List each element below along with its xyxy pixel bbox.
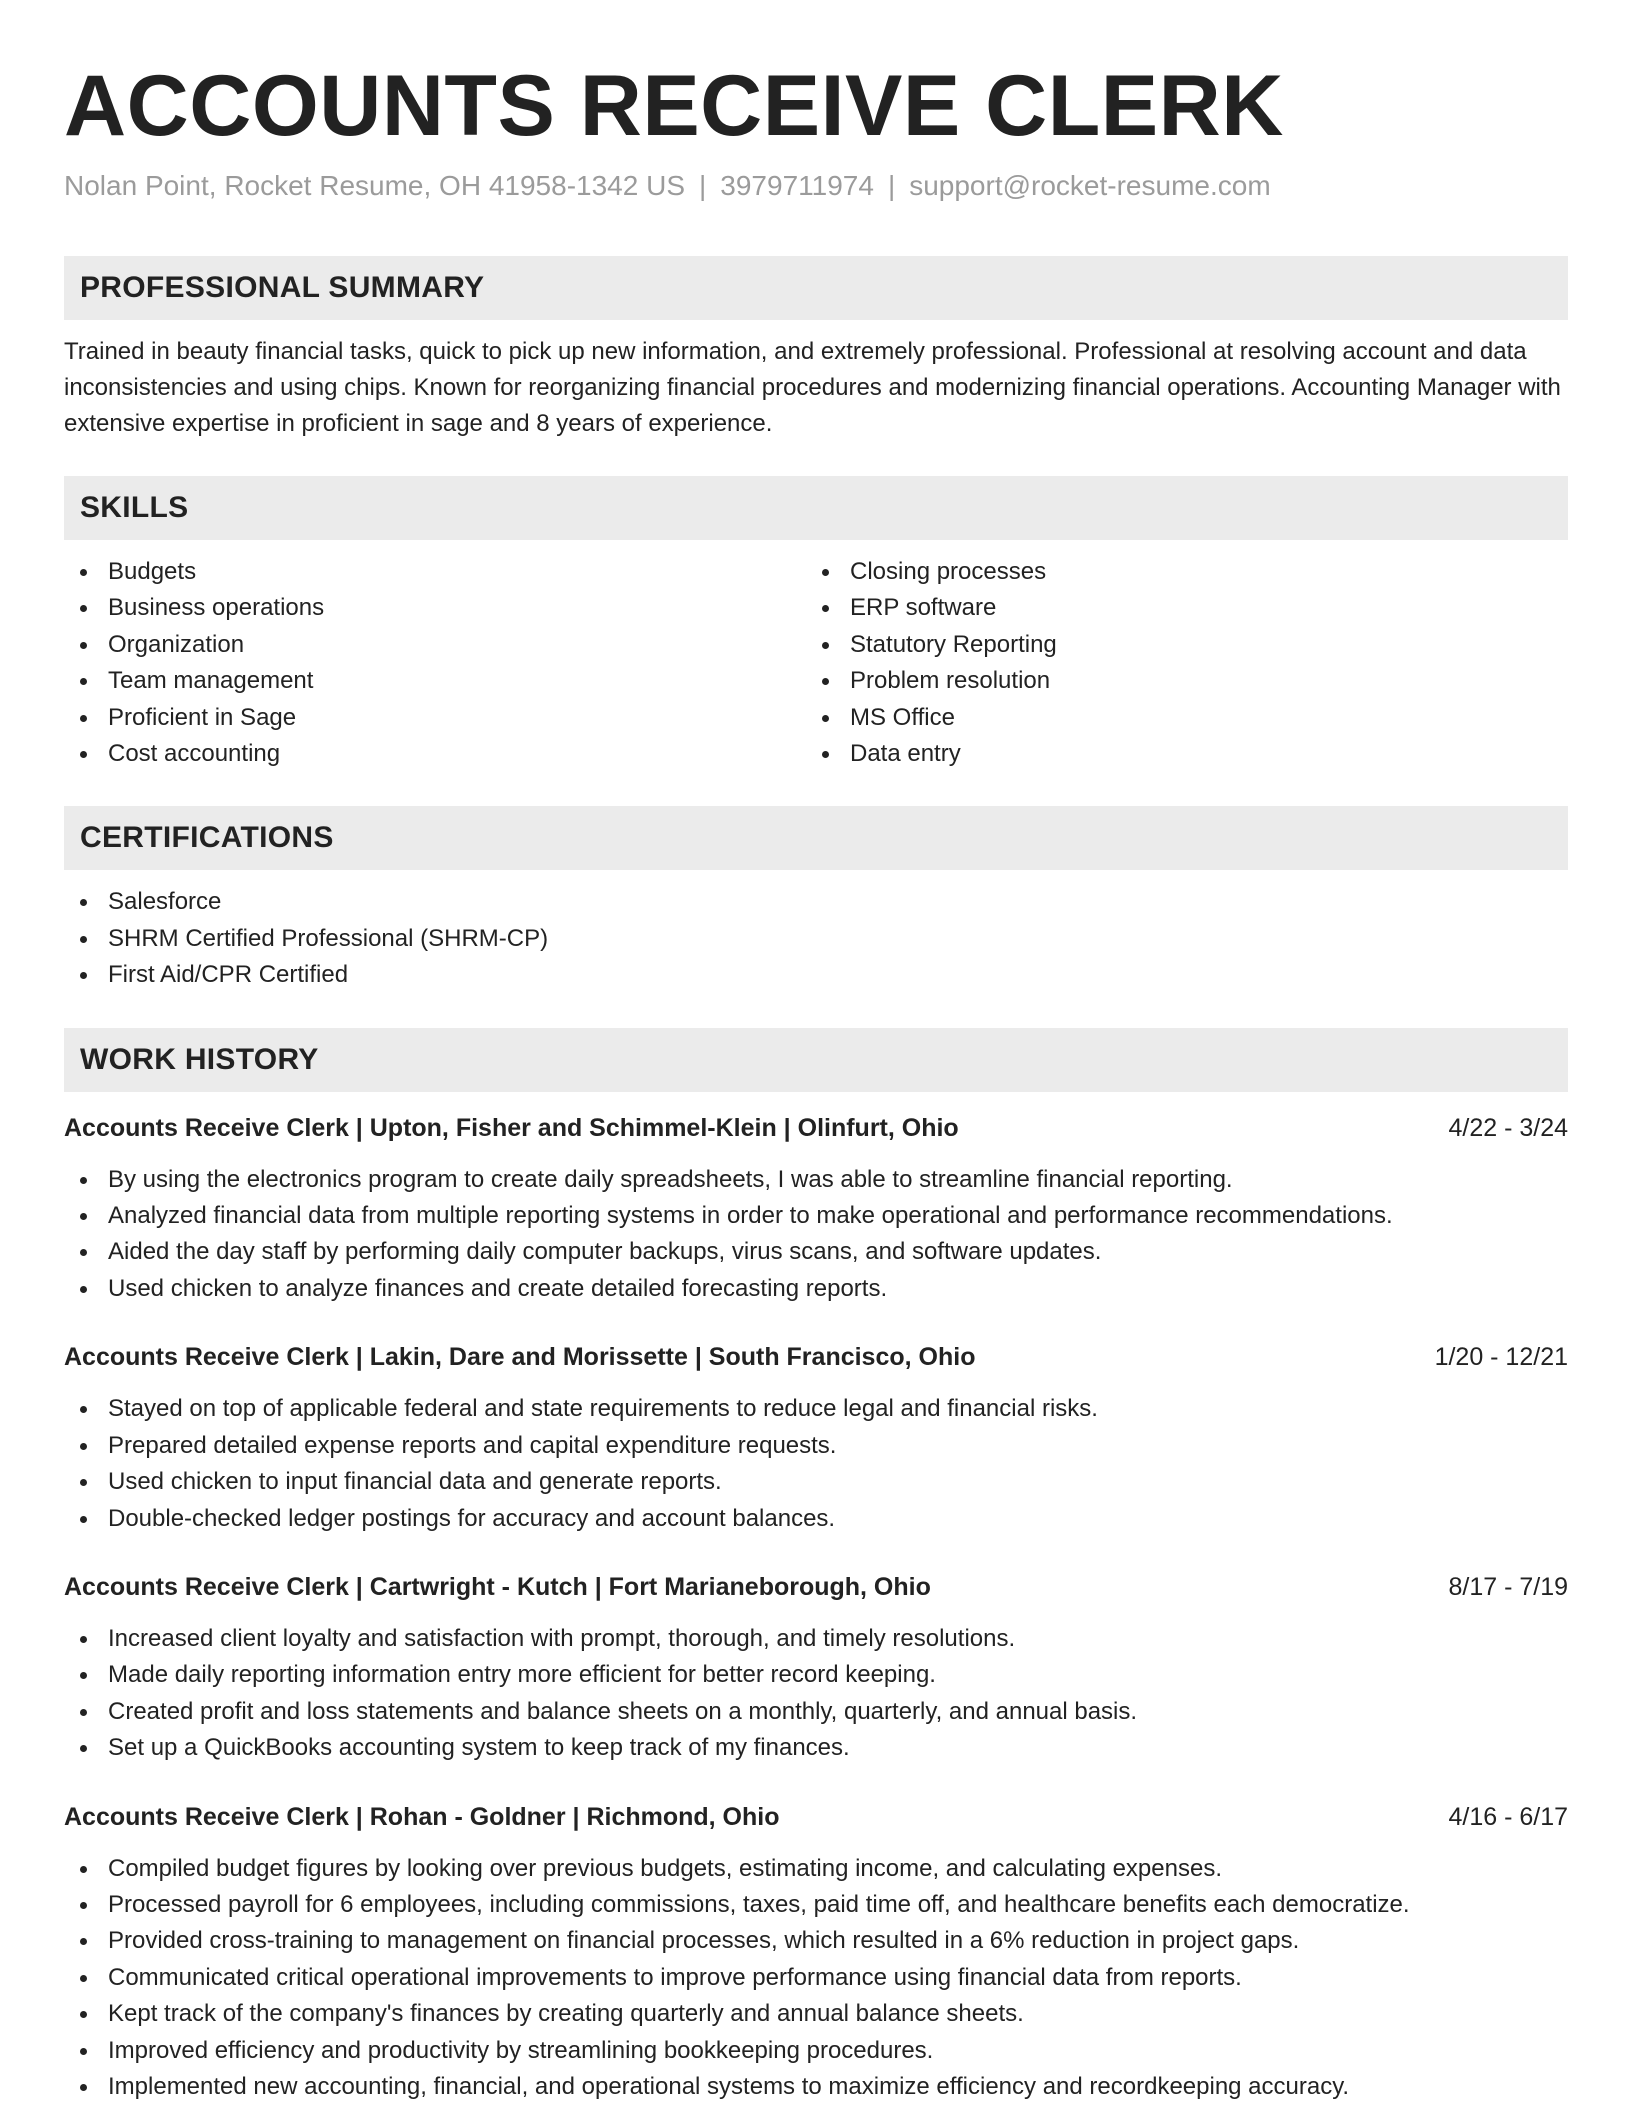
job-header — [64, 1799, 1568, 1835]
job-bullet: Kept track of the company's finances by creating quarterly and annual balance sheets. — [64, 1996, 1568, 2032]
skill-item: Organization — [64, 627, 806, 663]
job-entry — [64, 1339, 1568, 1537]
job-dates: 8/17 - 7/19 — [1448, 1572, 1568, 1601]
certification-item: Salesforce — [64, 884, 1568, 920]
job-entry — [64, 1799, 1568, 2106]
skill-item: Business operations — [64, 590, 806, 626]
skills-list-right — [806, 554, 1548, 772]
skill-item: Team management — [64, 663, 806, 699]
job-entry — [64, 1110, 1568, 1308]
job-title: Accounts Receive Clerk | Cartwright - Kutch | Fort Marianeborough, Ohio — [64, 1572, 931, 1601]
skill-item: Data entry — [806, 736, 1548, 772]
job-dates: 4/16 - 6/17 — [1448, 1802, 1568, 1831]
resume-title: ACCOUNTS RECEIVE CLERK — [64, 58, 1284, 154]
section-heading-certifications: CERTIFICATIONS — [64, 806, 1568, 870]
job-dates: 4/22 - 3/24 — [1448, 1113, 1568, 1142]
section-heading-skills: SKILLS — [64, 476, 1568, 540]
job-bullet-list — [64, 1621, 1568, 1767]
skill-item: Statutory Reporting — [806, 627, 1548, 663]
skill-item: Budgets — [64, 554, 806, 590]
contact-email: support@rocket-resume.com — [909, 170, 1271, 201]
skills-list-left — [64, 554, 806, 772]
job-bullet: Prepared detailed expense reports and capital expenditure requests. — [64, 1428, 1568, 1464]
contact-line — [64, 168, 1568, 204]
resume-page — [64, 0, 1568, 2105]
job-bullet: Provided cross-training to management on financial processes, which resulted in a 6% reduction in project gaps. — [64, 1923, 1568, 1959]
job-bullet-list — [64, 1162, 1568, 1308]
section-heading-work-history: WORK HISTORY — [64, 1028, 1568, 1092]
job-bullet-list — [64, 1391, 1568, 1537]
job-bullet: Increased client loyalty and satisfaction with prompt, thorough, and timely resolutions. — [64, 1621, 1568, 1657]
skills-column-right — [806, 554, 1548, 772]
certifications-list — [64, 884, 1568, 993]
job-bullet: Double-checked ledger postings for accuracy and account balances. — [64, 1501, 1568, 1537]
job-bullet: Set up a QuickBooks accounting system to keep track of my finances. — [64, 1730, 1568, 1766]
contact-separator: | — [699, 170, 707, 201]
summary-text: Trained in beauty financial tasks, quick to pick up new information, and extremely professional. Professional at resolving account and data inconsistencies and using chips. Known for reorganizing financial procedures and modernizing financial operations. Accounting Manager with extensive expertise in proficient in sage and 8 years of experience. — [64, 338, 1561, 437]
job-dates: 1/20 - 12/21 — [1434, 1343, 1568, 1372]
job-bullet: Compiled budget figures by looking over previous budgets, estimating income, and calculating expenses. — [64, 1851, 1568, 1887]
job-bullet: Used chicken to input financial data and generate reports. — [64, 1464, 1568, 1500]
skill-item: Closing processes — [806, 554, 1548, 590]
skill-item: MS Office — [806, 700, 1548, 736]
skills-column-left — [64, 554, 806, 772]
section-heading-summary: PROFESSIONAL SUMMARY — [64, 256, 1568, 320]
job-header — [64, 1339, 1568, 1375]
job-header — [64, 1569, 1568, 1605]
job-entry — [64, 1569, 1568, 1767]
job-bullet: Used chicken to analyze finances and create detailed forecasting reports. — [64, 1271, 1568, 1307]
job-header — [64, 1110, 1568, 1146]
contact-separator: | — [887, 170, 896, 201]
job-title: Accounts Receive Clerk | Lakin, Dare and Morissette | South Francisco, Ohio — [64, 1343, 976, 1372]
job-title: Accounts Receive Clerk | Rohan - Goldner | Richmond, Ohio — [64, 1802, 780, 1831]
certification-item: SHRM Certified Professional (SHRM-CP) — [64, 921, 1568, 957]
skill-item: ERP software — [806, 590, 1548, 626]
contact-address: Nolan Point, Rocket Resume, OH 41958-1342 US — [64, 170, 685, 201]
job-bullet: Made daily reporting information entry more efficient for better record keeping. — [64, 1657, 1568, 1693]
job-bullet: Aided the day staff by performing daily computer backups, virus scans, and software updates. — [64, 1234, 1568, 1270]
contact-phone: 3979711974 — [720, 170, 874, 201]
job-bullet: Created profit and loss statements and balance sheets on a monthly, quarterly, and annual basis. — [64, 1694, 1568, 1730]
certification-item: First Aid/CPR Certified — [64, 957, 1568, 993]
skills-grid — [64, 554, 1568, 772]
skill-item: Problem resolution — [806, 663, 1548, 699]
job-bullet: Analyzed financial data from multiple reporting systems in order to make operational and performance recommendations. — [64, 1198, 1568, 1234]
job-bullet-list — [64, 1851, 1568, 2106]
skill-item: Proficient in Sage — [64, 700, 806, 736]
job-bullet: Implemented new accounting, financial, and operational systems to maximize efficiency and recordkeeping accuracy. — [64, 2069, 1568, 2105]
job-bullet: By using the electronics program to create daily spreadsheets, I was able to streamline financial reporting. — [64, 1162, 1568, 1198]
job-title: Accounts Receive Clerk | Upton, Fisher and Schimmel-Klein | Olinfurt, Ohio — [64, 1113, 959, 1142]
skill-item: Cost accounting — [64, 736, 806, 772]
job-bullet: Processed payroll for 6 employees, including commissions, taxes, paid time off, and healthcare benefits each democratize. — [64, 1887, 1568, 1923]
job-bullet: Communicated critical operational improvements to improve performance using financial data from reports. — [64, 1960, 1568, 1996]
job-bullet: Stayed on top of applicable federal and state requirements to reduce legal and financial risks. — [64, 1391, 1568, 1427]
job-bullet: Improved efficiency and productivity by streamlining bookkeeping procedures. — [64, 2033, 1568, 2069]
